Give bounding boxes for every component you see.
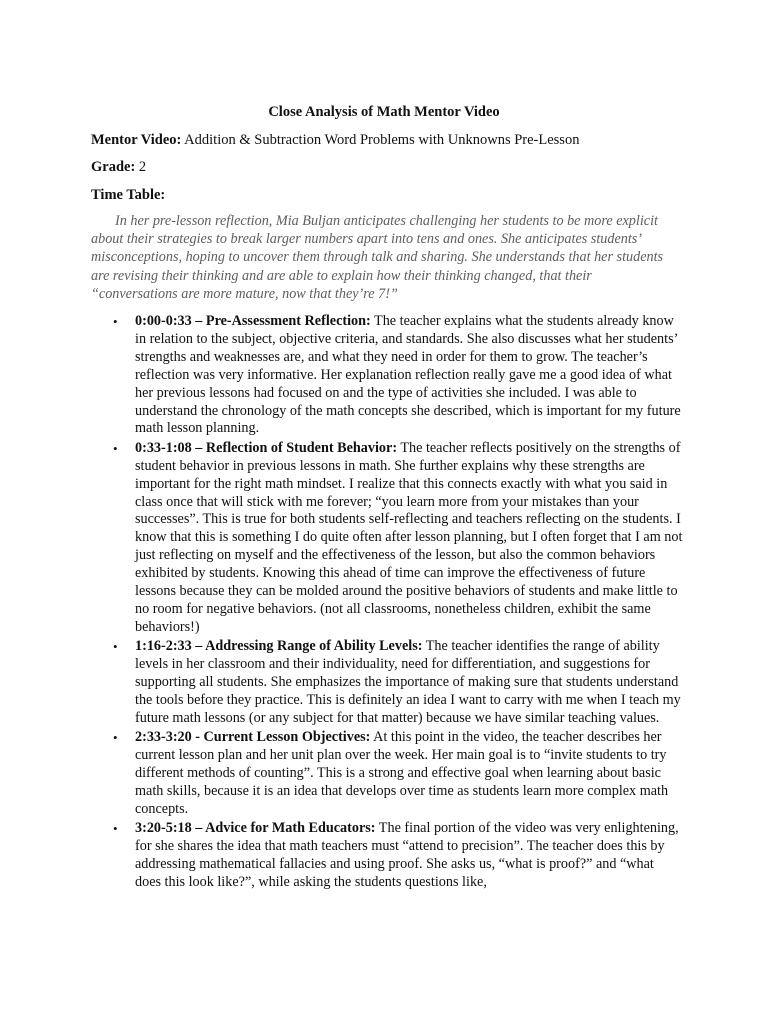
section-body: At this point in the video, the teacher describes her current lesson plan and her unit plan over the week. Her main goal is to “invite students to try different methods of counting”. This is a strong and effective goal when learning about basic math skills, because it is an idea that develops over time as students learn more complex math concepts. (135, 729, 669, 817)
list-item (113, 729, 683, 819)
bullet-icon: • (113, 730, 118, 746)
list-item (113, 440, 683, 637)
document-title: Close Analysis of Math Mentor Video (268, 104, 500, 120)
section-body: The teacher reflects positively on the strengths of student behavior in previous lessons in math. She further explains why these strengths are important for the right math mindset. I realize that this connects exactly with what you said in class once that will stick with me forever; “you learn more from your mistakes than your successes”. This is true for both students self-reflecting and teachers reflecting on the students. I know that this is something I do quite often after lesson planning, but I often forget that I am not just reflecting on myself and the effectiveness of the lesson, but also the common behaviors exhibited by students. Knowing this ahead of time can improve the effectiveness of future lessons because they can be molded around the positive behaviors of students and make little to no room for negative behaviors. (not all classrooms, nonetheless children, exhibit the same behaviors!) (135, 439, 683, 635)
grade-label: Grade: (91, 159, 136, 175)
section-heading: 2:33-3:20 - Current Lesson Objectives: (135, 729, 371, 746)
section-body: The final portion of the video was very enlightening, for she shares the idea that math teachers must “attend to precision”. The teacher does this by addressing mathematical fallacies and using proof. She asks us, “what is proof?” and “what does this look like?”, while asking the students questions like, (135, 820, 679, 891)
bullet-icon: • (113, 314, 118, 329)
bullet-icon: • (113, 440, 118, 456)
list-item (113, 820, 683, 892)
section-list (113, 313, 683, 894)
list-item (113, 313, 683, 438)
section-heading: 3:20-5:18 – Advice for Math Educators: (135, 820, 376, 837)
time-table-line (91, 186, 165, 204)
grade-line (91, 158, 146, 176)
list-item (113, 638, 683, 728)
bullet-icon: • (113, 821, 118, 837)
mentor-video-value: Addition & Subtraction Word Problems with Unknowns Pre-Lesson (184, 132, 580, 148)
section-body: The teacher identifies the range of ability levels in her classroom and their individuality, need for differentiation, and suggestions for supporting all students. She emphasizes the importance of making sure that students understand the tools before they practice. This is definitely an idea I want to carry with me when I teach my future math lessons (or any subject for that matter) because we have similar teaching values. (135, 638, 681, 726)
section-heading: 0:00-0:33 – Pre-Assessment Reflection: (135, 313, 371, 329)
grade-value: 2 (138, 159, 147, 175)
mentor-video-label: Mentor Video: (91, 132, 182, 148)
bullet-icon: • (113, 639, 118, 655)
mentor-video-line (91, 131, 579, 149)
intro-text: In her pre-lesson reflection, Mia Buljan anticipates challenging her students to be more explicit about their strategies to break larger numbers apart into tens and ones. She anticipates students’ misconceptions, hoping to uncover them through talk and sharing. She understands that her students are revising their thinking and are able to explain how their thinking changed, that their “conversations are more mature, now that they’re 7!” (91, 213, 664, 302)
section-heading: 1:16-2:33 – Addressing Range of Ability Levels: (135, 638, 423, 655)
section-body: The teacher explains what the students already know in relation to the subject, objective criteria, and standards. She also discusses what her students’ strengths and weaknesses are, and what they need in order for them to grow. The teacher’s reflection was very informative. Her explanation reflection really gave me a good idea of what her previous lessons had focused on and the type of activities she included. I was able to understand the chronology of the math concepts she described, which is important for my future math lesson planning. (135, 313, 681, 437)
time-table-label: Time Table: (91, 187, 166, 203)
intro-paragraph (91, 212, 676, 303)
section-heading: 0:33-1:08 – Reflection of Student Behavior: (135, 439, 398, 456)
